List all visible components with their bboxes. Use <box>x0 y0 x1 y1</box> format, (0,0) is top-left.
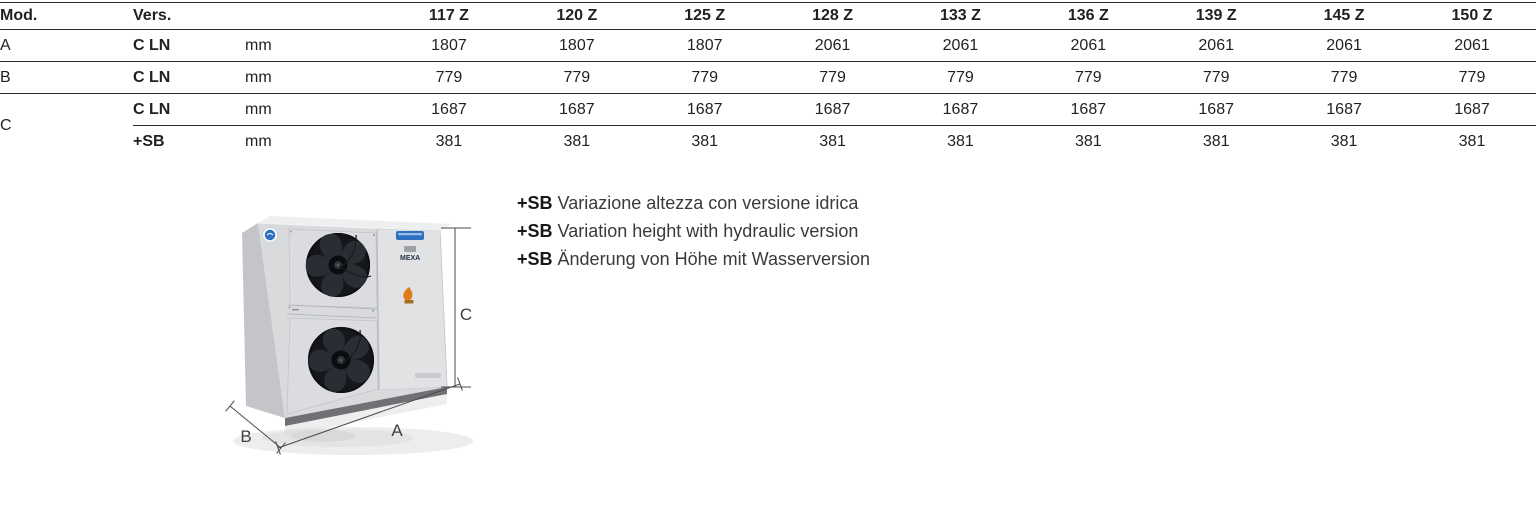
header-row <box>0 3 1536 30</box>
dim-label-c: C <box>0 116 12 134</box>
version-label: +SB <box>133 132 165 150</box>
dim-value-139-z: 1687 <box>1152 94 1280 126</box>
model-header-133-z: 133 Z <box>897 3 1025 30</box>
dim-value-145-z: 779 <box>1280 62 1408 94</box>
dim-value-150-z: 1687 <box>1408 94 1536 126</box>
unit-label: mm <box>245 132 272 150</box>
dim-value-120-z: 1687 <box>513 94 641 126</box>
dim-value-128-z: 381 <box>819 132 846 150</box>
version-label: C LN <box>133 94 245 126</box>
dim-value-133-z: 2061 <box>897 30 1025 62</box>
rating-label <box>404 246 416 252</box>
dim-value-139-z: 779 <box>1152 62 1280 94</box>
dim-label-b: B <box>0 62 133 94</box>
dim-value-133-z: 1687 <box>897 94 1025 126</box>
dim-value-125-z: 779 <box>641 62 769 94</box>
dim-value-150-z: 2061 <box>1408 30 1536 62</box>
dim-value-133-z: 381 <box>947 132 974 150</box>
brand-label-icon <box>396 231 424 240</box>
dim-value-125-z: 1687 <box>641 94 769 126</box>
dim-value-128-z: 2061 <box>769 30 897 62</box>
model-series-label: MEXA <box>400 255 421 262</box>
model-header-145-z: 145 Z <box>1280 3 1408 30</box>
dim-value-136-z: 381 <box>1074 132 1102 150</box>
unit-label: mm <box>245 94 385 126</box>
control-panel <box>377 229 447 390</box>
table-row-sb <box>0 126 1536 158</box>
model-header-150-z: 150 Z <box>1408 3 1536 30</box>
dim-value-120-z: 779 <box>513 62 641 94</box>
dim-value-117-z: 779 <box>385 62 513 94</box>
dim-value-128-z: 779 <box>769 62 897 94</box>
dim-value-139-z: 381 <box>1202 132 1230 150</box>
dim-value-128-z: 1687 <box>769 94 897 126</box>
unit-label: mm <box>245 30 385 62</box>
model-header-120-z: 120 Z <box>513 3 641 30</box>
dim-value-117-z: 1807 <box>385 30 513 62</box>
table-row-b <box>0 62 1536 94</box>
dim-value-136-z: 779 <box>1024 62 1152 94</box>
note-line-german <box>517 245 870 273</box>
model-header-117-z: 117 Z <box>385 3 513 30</box>
sb-prefix: +SB <box>517 193 553 213</box>
dim-value-145-z: 1687 <box>1280 94 1408 126</box>
dim-value-139-z: 2061 <box>1152 30 1280 62</box>
dimension-label-a: A <box>391 421 403 440</box>
chiller-unit <box>242 216 452 426</box>
dim-value-150-z: 779 <box>1408 62 1536 94</box>
version-label: C LN <box>133 30 245 62</box>
col-header-unit <box>245 3 385 30</box>
table-row-c <box>0 94 1536 126</box>
dim-value-145-z: 381 <box>1330 132 1358 150</box>
sb-prefix: +SB <box>517 221 553 241</box>
model-header-139-z: 139 Z <box>1152 3 1280 30</box>
dim-value-117-z: 381 <box>435 132 463 150</box>
dim-value-136-z: 2061 <box>1024 30 1152 62</box>
round-brand-logo-icon <box>263 228 278 243</box>
model-header-125-z: 125 Z <box>641 3 769 30</box>
note-text: Variation height with hydraulic version <box>557 221 859 241</box>
dim-value-117-z: 1687 <box>385 94 513 126</box>
col-header-vers: Vers. <box>133 3 245 30</box>
dim-value-120-z: 1807 <box>513 30 641 62</box>
col-header-mod: Mod. <box>0 3 133 30</box>
sb-prefix: +SB <box>517 249 553 269</box>
note-text: Änderung von Höhe mit Wasserversion <box>557 249 871 269</box>
dim-value-136-z: 1687 <box>1024 94 1152 126</box>
dim-value-133-z: 779 <box>897 62 1025 94</box>
dim-value-145-z: 2061 <box>1280 30 1408 62</box>
model-header-136-z: 136 Z <box>1024 3 1152 30</box>
dimension-label-b: B <box>240 427 252 446</box>
note-text: Variazione altezza con versione idrica <box>557 193 859 213</box>
version-label: C LN <box>133 62 245 94</box>
dim-label-a: A <box>0 30 133 62</box>
unit-label: mm <box>245 62 385 94</box>
small-corner-logo <box>415 373 441 378</box>
dim-value-150-z: 381 <box>1458 132 1486 150</box>
table-row-a <box>0 30 1536 62</box>
note-line-english <box>517 217 870 245</box>
dimensions-table-head <box>0 3 1536 30</box>
unit-figure <box>203 183 493 478</box>
dimension-label-c: C <box>459 305 473 324</box>
dimensions-table-body <box>0 30 1536 158</box>
dim-value-120-z: 381 <box>563 132 591 150</box>
unit-illustration <box>203 183 493 478</box>
model-header-128-z: 128 Z <box>769 3 897 30</box>
dimensions-table <box>0 2 1536 157</box>
note-line-italian <box>517 189 870 217</box>
sb-notes <box>517 189 870 273</box>
dim-value-125-z: 1807 <box>641 30 769 62</box>
dim-value-125-z: 381 <box>691 132 719 150</box>
